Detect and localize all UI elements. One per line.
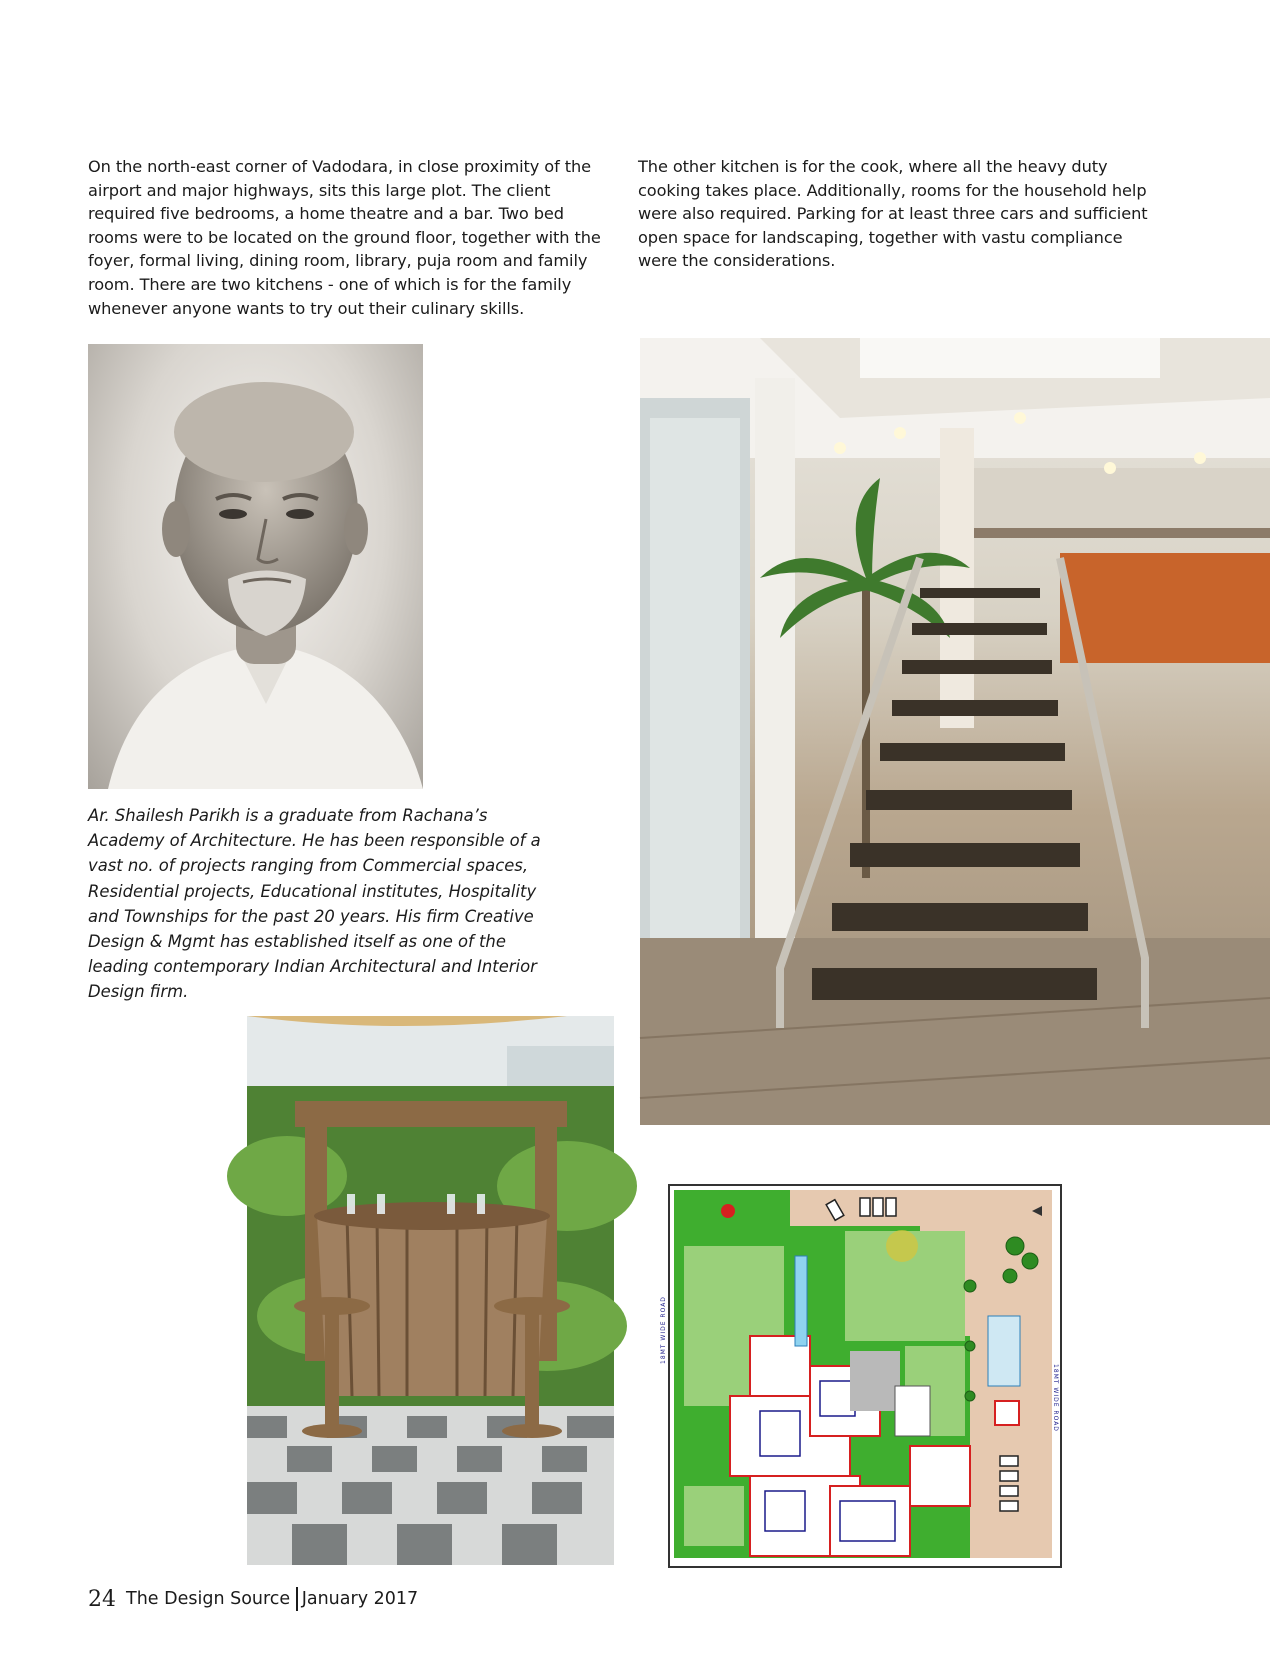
- footer-separator: [296, 1587, 298, 1611]
- page-number: 24: [88, 1586, 116, 1612]
- architect-portrait-photo: [88, 344, 423, 789]
- intro-text-left: On the north-east corner of Vadodara, in close proximity of the airport and major highways, sits this large plot. The client required five bedrooms, a home theatre and a bar. Two bed rooms were to be located on the ground floor, together with the foyer, formal living, dining room, library, puja room and family room. There are two kitchens - one of which is for the family whenever anyone wants to try out their culinary skills.: [88, 157, 601, 318]
- page-footer: [88, 1584, 418, 1614]
- publication-name: The Design Source: [126, 1589, 291, 1609]
- issue-date: January 2017: [301, 1589, 419, 1609]
- staircase-interior-photo: [640, 338, 1270, 1125]
- site-plan-drawing: [660, 1184, 1062, 1568]
- road-label-left: 18MT WIDE ROAD: [660, 1296, 667, 1364]
- intro-text-right: The other kitchen is for the cook, where all the heavy duty cooking takes place. Additionally, rooms for the household help were also required. Parking for at least three cars and sufficient open space for landscaping, together with vastu compliance were the considerations.: [638, 157, 1148, 271]
- road-label-right: 18MT WIDE ROAD: [1052, 1364, 1059, 1432]
- garden-bar-photo: [247, 1016, 614, 1565]
- architect-bio-caption: Ar. Shailesh Parikh is a graduate from Rachana’s Academy of Architecture. He has been responsible of a vast no. of projects ranging from Commercial spaces, Residential projects, Educational institutes, Hospitality and Townships for the past 20 years. His firm Creative Design & Mgmt has established itself as one of the leading contemporary Indian Architectural and Interior Design firm.: [88, 806, 541, 1002]
